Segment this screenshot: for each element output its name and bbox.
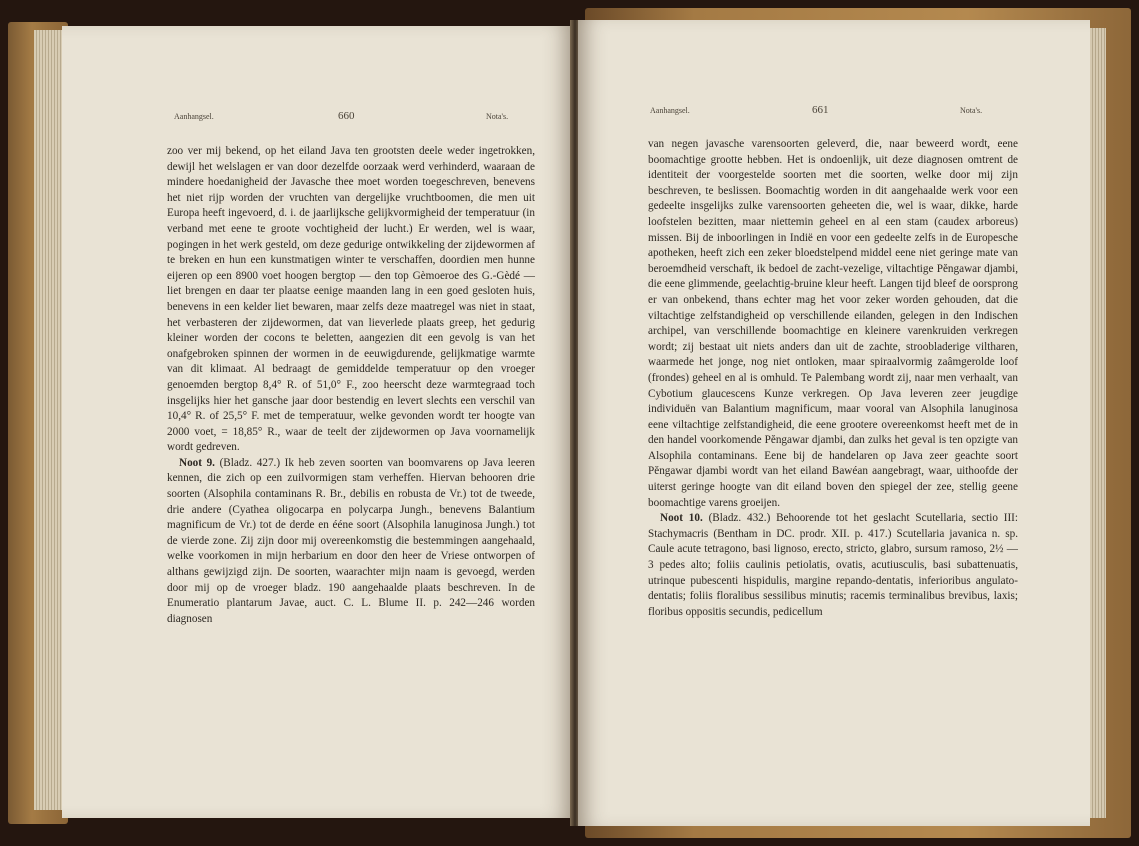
running-head-left: Aanhangsel. (174, 112, 214, 121)
paragraph: van negen javasche varensoorten geleverd, die, naar beweerd wordt, eene boomachtige grootte hebben. Het is ondoenlijk, uit deze diagnosen omtrent de identiteit der voorgestelde soorten met die soorten, welke door mij zijn beschreven, te beslissen. Boomachtig worden in dit aangehaalde werk voor een gedeelte insgelijks zulke varensoorten geheeten die, wel is waar, dikke, harde loofstelen bezitten, maar niettemin geheel en al een stam (caudex arboreus) missen. Bij de inboorlingen in Indië en voor een gedeelte zelfs in de Europesche apotheken, heeft zich een zeker bloedstelpend middel eene niet geringe mate van beroemdheid verschaft, ik bedoel de zacht-vezelige, viltachtige Pĕngawar djambi, die eene glimmende, geelachtig-bruine kleur heeft. Langen tijd bleef de oorsprong er van onbekend, thans echter mag het voor zeker worden gehouden, dat die viltachtige zelfstandigheid op verschillende eilanden, gelegen in den Indischen archipel, van verschillende boomachtige en kleinere varenkruiden verkregen wordt; zij bestaat uit niets anders dan uit de zachte, stroobladerige viltharen, waarmede het jonge, nog niet ontloken, maar spiraalvormig zaâmgerolde loof (frondes) geheel en al is omhuld. Te Palembang wordt zij, naar men verhaalt, van Cybotium glaucescens Kunze verkregen. Op Java leveren zeer jeugdige individuën van Balantium magnificum, maar vooral van Alsophila lanuginosa eene viltachtige zelfstandigheid, die eene grootere overeenkomst heeft met de in den handel voorkomende Pĕngawar djambi, dan zulks het geval is ten opzigte van Alsophila contaminans. Eene bij de handelaren op Java zeer geachte soort Pĕngawar djambi wordt van het eiland Bawéan aangebragt, waar, uithoofde der uiterst geringe hoogte van dit eiland boven den spiegel der zee, stellig geene boomachtige varens groeijen. (648, 138, 1018, 509)
note-paragraph (648, 511, 1018, 620)
left-page-body (167, 144, 535, 627)
paragraph: zoo ver mij bekend, op het eiland Java ten grootsten deele weder ingetrokken, dewijl het welslagen er van door dezelfde oorzaak werd verhinderd, waaraan de mindere hoedanigheid der Javasche thee moet worden toegeschreven, benevens het niet rijp worden der vruchten van dergelijke vruchtboomen, die men uit Europa heeft ingevoerd, d. i. de jaarlijksche gelijkvormigheid der temperatuur (in verband met eene te groote vochtigheid der lucht.) Er werden, wel is waar, pogingen in het werk gesteld, om deze gedurige ontwikkeling der zijdewormen af te breken en hun een kunstmatigen winter te verschaffen, doordien men hunne eijeren op een 8900 voet hoogen bergtop — den top Gèmoeroe des G.-Gèdé — liet brengen en daar ter plaatse eenige maanden lang in een goed gesloten huis, benevens in een kelder liet bewaren, maar zelfs deze maatregel was niet in staat, het verbasteren der zijdewormen, dat van lieverlede plaats greep, het gedurig kleiner worden der cocons te beletten, aangezien dit een gevolg is van het onafgebroken spinnen der wormen in de eeuwigdurende, gelijkmatige warmte van dit klimaat. Al bedraagt de gemiddelde temperatuur op den vroeger genoemden bergtop 8,4° R. of 51,0° F., zoo heerscht deze warmtegraad toch insgelijks hier het gansche jaar door bestendig en levert slechts een verschil van 10,4° R. of 25,5° F. met de temperatuur, welke gevonden wordt ter hoogte van 2000 voet, = 18,85° R., waar de teelt der zijdewormen op Java voornamelijk wordt gedreven. (167, 145, 535, 454)
page-number: 661 (812, 104, 829, 116)
running-head-left: Aanhangsel. (650, 106, 690, 115)
page-edges-left (34, 30, 64, 810)
note-label: Noot 10. (660, 512, 703, 525)
running-head-right: Nota's. (486, 112, 509, 121)
right-page-header (578, 106, 1090, 122)
note-paragraph (167, 456, 535, 628)
note-label: Noot 9. (179, 456, 215, 469)
page-edges-right (1090, 28, 1106, 818)
page-number: 660 (338, 110, 355, 122)
left-page (62, 26, 572, 818)
right-page (578, 20, 1090, 826)
note-text: (Bladz. 432.) Behoorende tot het geslacht Scutellaria, sectio III: Stachymacris (Bentham in DC. prodr. XII. p. 417.) Scutellaria javanica n. sp. Caule acute tetragono, basi lignoso, erecto, stricto, glabro, sursum ramoso, 2½ — 3 pedes alto; foliis caulinis petiolatis, ovatis, acutiusculis, basi subattenuatis, utrinque pubescenti hispidulis, margine repando-dentatis, inferioribus angulato-dentatis; foliis floralibus sessilibus minutis; racemis terminalibus brevibus, laxis; floribus oppositis secundis, pedicellum (648, 512, 1019, 618)
left-page-header (62, 112, 572, 128)
note-text: (Bladz. 427.) Ik heb zeven soorten van boomvarens op Java leeren kennen, die zich op een zuilvormigen stam verheffen. Hiervan behooren drie soorten (Alsophila contaminans R. Br., debilis en robusta de Vr.) tot de tweede, drie andere (Cyathea oligocarpa en polycarpa Jungh., benevens Balantium magnificum de Vr.) tot de derde en ééne soort (Alsophila lanuginosa Jungh.) tot de vierde zone. Zij zijn door mij overeenkomstig die bestemmingen aangehaald, welke voorkomen in mijn herbarium en door den heer de Vriese ontworpen of althans gewijzigd zijn. De soorten, waarachter mijn naam is gevoegd, werden door mij op de vroeger bladz. 190 aangehaalde plaats beschreven. In de Enumeratio plantarum Javae, auct. C. L. Blume II. p. 242—246 worden diagnosen (167, 456, 536, 625)
right-page-body (648, 137, 1018, 620)
running-head-right: Nota's. (960, 106, 983, 115)
